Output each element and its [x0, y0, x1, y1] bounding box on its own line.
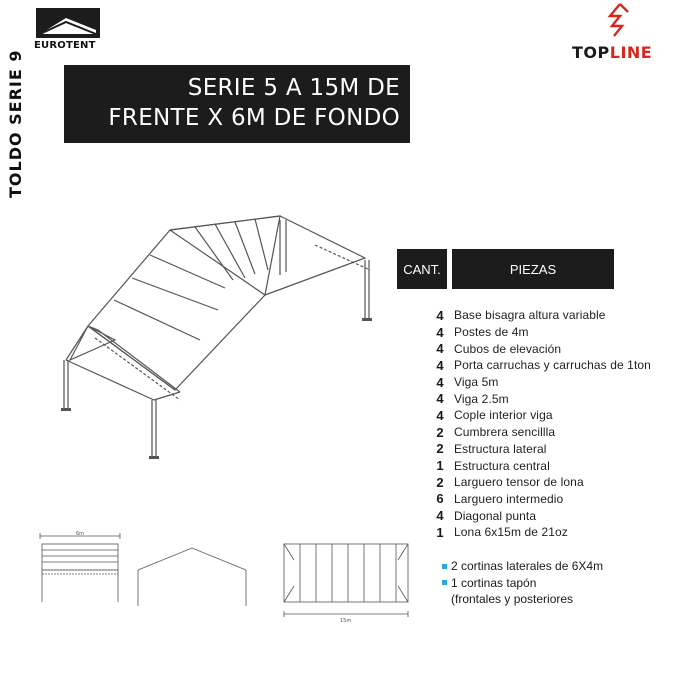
tent-3d-drawing [40, 200, 385, 465]
part-qty: 4 [436, 324, 444, 340]
list-item [426, 340, 690, 357]
part-name: Cubos de elevación [454, 341, 562, 356]
list-item [426, 441, 690, 458]
part-qty: 4 [436, 357, 444, 373]
part-qty: 4 [436, 407, 444, 423]
bullet-icon [442, 564, 447, 569]
front-view-drawing [38, 528, 124, 606]
parts-list [426, 307, 690, 541]
list-item [426, 474, 690, 491]
bullet-icon [442, 580, 447, 585]
list-item [426, 374, 690, 391]
list-item [426, 507, 690, 524]
part-name: Cumbrera sencillla [454, 425, 556, 440]
list-item [426, 357, 690, 374]
part-name: Lona 6x15m de 21oz [454, 525, 568, 540]
topline-brand-top: TOP [572, 43, 610, 62]
part-qty: 6 [436, 491, 444, 507]
part-name: Viga 2.5m [454, 391, 509, 406]
part-name: Diagonal punta [454, 508, 537, 523]
part-qty: 4 [436, 307, 444, 323]
part-name: Cople interior viga [454, 408, 553, 423]
bullet-spacer [442, 597, 447, 602]
part-qty: 4 [436, 374, 444, 390]
part-name: Estructura lateral [454, 441, 547, 456]
extra-text: (frontales y posteriores [451, 592, 574, 607]
list-item [426, 390, 690, 407]
plan-length-label: 15m [340, 618, 352, 624]
eurotent-roof-icon [36, 8, 100, 38]
topline-brand-line: LINE [609, 43, 653, 62]
side-view-drawing [132, 540, 252, 610]
extra-text: 2 cortinas laterales de 6X4m [451, 559, 604, 574]
eurotent-brand: EUROTENT [34, 40, 96, 51]
part-name: Postes de 4m [454, 325, 529, 340]
side-title: TOLDO SERIE 9 [6, 49, 25, 198]
part-name: Larguero intermedio [454, 491, 564, 506]
part-qty: 2 [436, 441, 444, 457]
headline-banner [64, 65, 410, 143]
headline-line-2: FRENTE X 6M DE FONDO [108, 105, 400, 131]
extras-list [442, 558, 682, 608]
list-item [426, 407, 690, 424]
part-qty: 4 [436, 508, 444, 524]
list-item [426, 324, 690, 341]
part-name: Base bisagra altura variable [454, 308, 606, 323]
front-width-label: 6m [76, 531, 85, 537]
part-qty: 2 [436, 474, 444, 490]
list-item [442, 575, 682, 592]
part-name: Porta carruchas y carruchas de 1ton [454, 358, 651, 373]
part-name: Viga 5m [454, 375, 499, 390]
list-item [426, 524, 690, 541]
plan-view-drawing [278, 540, 414, 626]
list-item [426, 457, 690, 474]
list-item [442, 591, 682, 608]
part-qty: 4 [436, 391, 444, 407]
part-qty: 4 [436, 341, 444, 357]
list-item [426, 307, 690, 324]
part-qty: 1 [436, 524, 444, 540]
eurotent-logo [34, 8, 106, 52]
list-item [426, 424, 690, 441]
part-qty: 1 [436, 458, 444, 474]
list-item [426, 491, 690, 508]
topline-brand [572, 43, 652, 62]
part-qty: 2 [436, 424, 444, 440]
list-item [442, 558, 682, 575]
topline-mark-icon [606, 2, 632, 42]
headline-line-1: SERIE 5 A 15M DE [187, 75, 400, 101]
part-name: Larguero tensor de lona [454, 475, 584, 490]
extra-text: 1 cortinas tapón [451, 575, 537, 590]
part-name: Estructura central [454, 458, 550, 473]
column-header-qty: CANT. [397, 249, 447, 289]
column-header-parts: PIEZAS [452, 249, 614, 289]
topline-logo [568, 0, 673, 66]
